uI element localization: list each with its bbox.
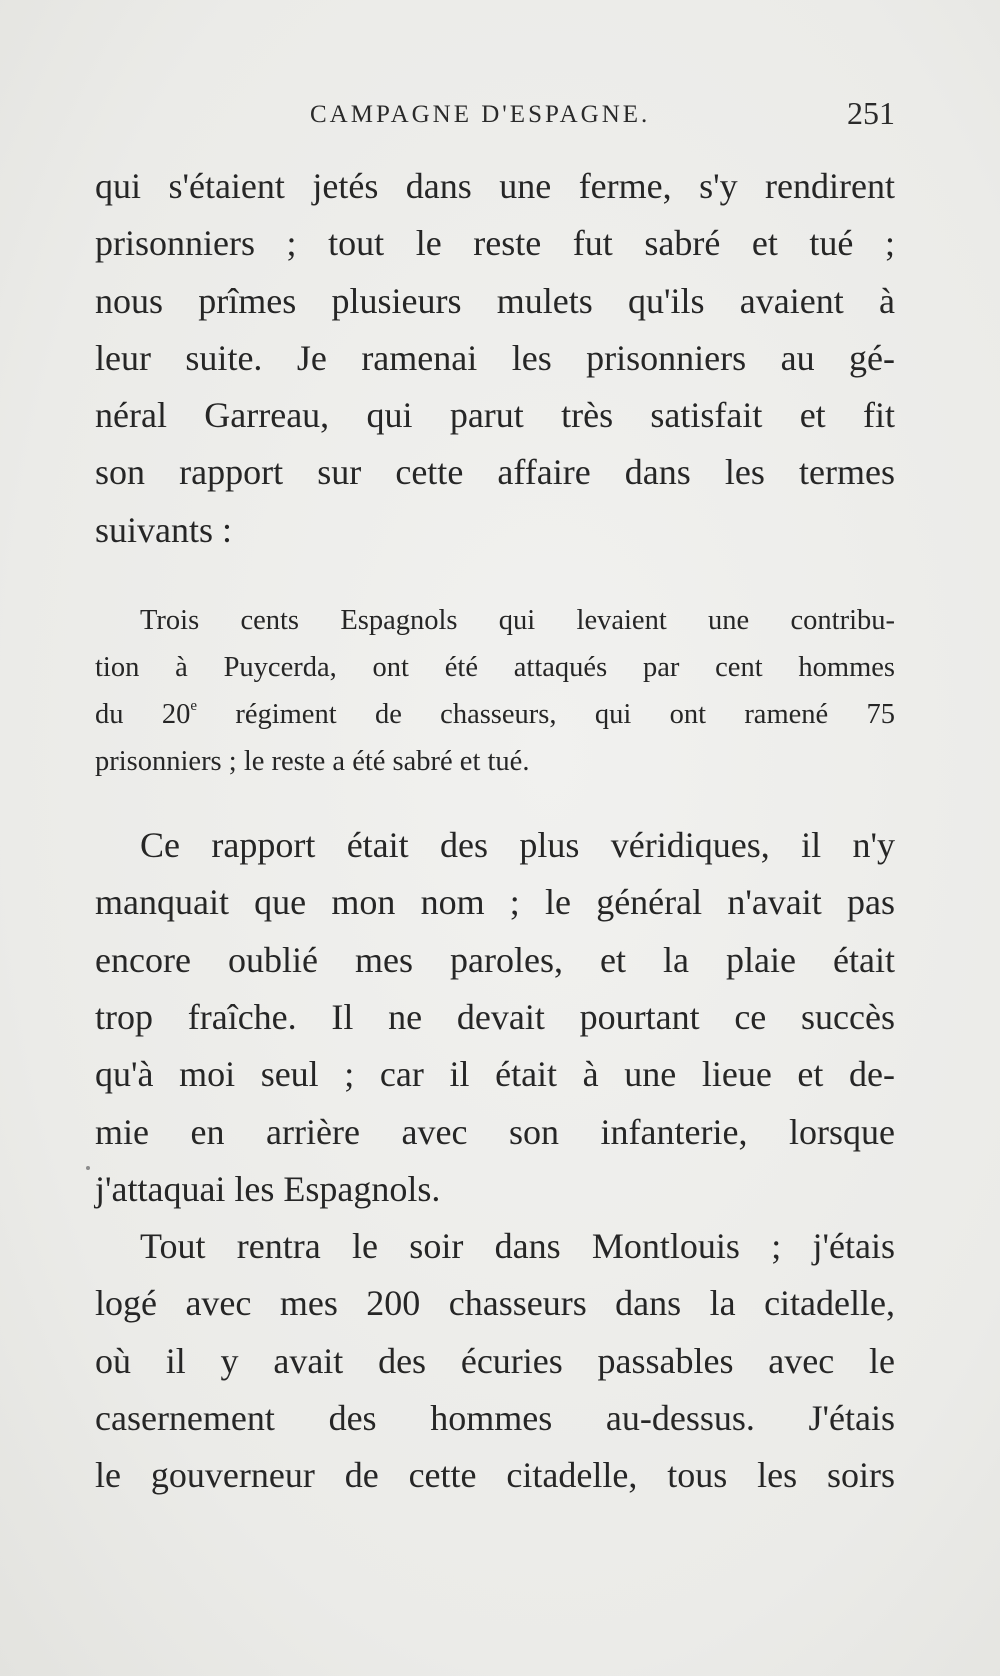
ink-speck <box>86 1166 90 1170</box>
text-line: prisonniers ; tout le reste fut sabré et tué ; <box>95 223 895 264</box>
quote-line: prisonniers ; le reste a été sabré et tué. <box>95 746 530 778</box>
running-head: CAMPAGNE D'ESPAGNE. <box>310 101 651 128</box>
paragraph <box>95 158 895 559</box>
text-line: qu'à moi seul ; car il était à une lieue et de- <box>95 1054 895 1095</box>
paragraph <box>95 1218 895 1504</box>
page-number: 251 <box>847 95 895 131</box>
text-line: Ce rapport était des plus véridiques, il n'y <box>140 825 895 866</box>
quoted-report <box>95 597 895 785</box>
body-text <box>95 158 895 1505</box>
text-line: encore oublié mes paroles, et la plaie était <box>95 939 895 980</box>
text-line: casernement des hommes au-dessus. J'étais <box>95 1398 895 1439</box>
text-line: manquait que mon nom ; le général n'avait pas <box>95 882 895 923</box>
quote-text: régiment de chasseurs, qui ont ramené 75 <box>197 699 895 731</box>
text-line: j'attaquai les Espagnols. <box>95 1168 441 1209</box>
quote-line: Trois cents Espagnols qui levaient une contribu- <box>140 605 895 637</box>
text-line: néral Garreau, qui parut très satisfait et fit <box>95 395 895 436</box>
quote-line <box>95 691 895 738</box>
text-line: trop fraîche. Il ne devait pourtant ce succès <box>95 996 895 1037</box>
text-line: le gouverneur de cette citadelle, tous les soirs <box>95 1455 895 1496</box>
page-header <box>95 95 895 143</box>
quote-text: du 20 <box>95 699 191 731</box>
text-line: Tout rentra le soir dans Montlouis ; j'étais <box>140 1226 895 1267</box>
superscript: e <box>190 698 197 715</box>
text-line: logé avec mes 200 chasseurs dans la citadelle, <box>95 1283 895 1324</box>
paragraph <box>95 817 895 1218</box>
text-line: où il y avait des écuries passables avec le <box>95 1340 895 1381</box>
text-line: leur suite. Je ramenai les prisonniers au gé- <box>95 337 895 378</box>
text-line: qui s'étaient jetés dans une ferme, s'y rendirent <box>95 166 895 206</box>
text-line: suivants : <box>95 509 233 550</box>
text-line: mie en arrière avec son infanterie, lorsque <box>95 1111 895 1152</box>
text-line: nous prîmes plusieurs mulets qu'ils avaient à <box>95 280 895 321</box>
quote-line: tion à Puycerda, ont été attaqués par cent hommes <box>95 652 895 684</box>
text-line: son rapport sur cette affaire dans les termes <box>95 452 895 493</box>
